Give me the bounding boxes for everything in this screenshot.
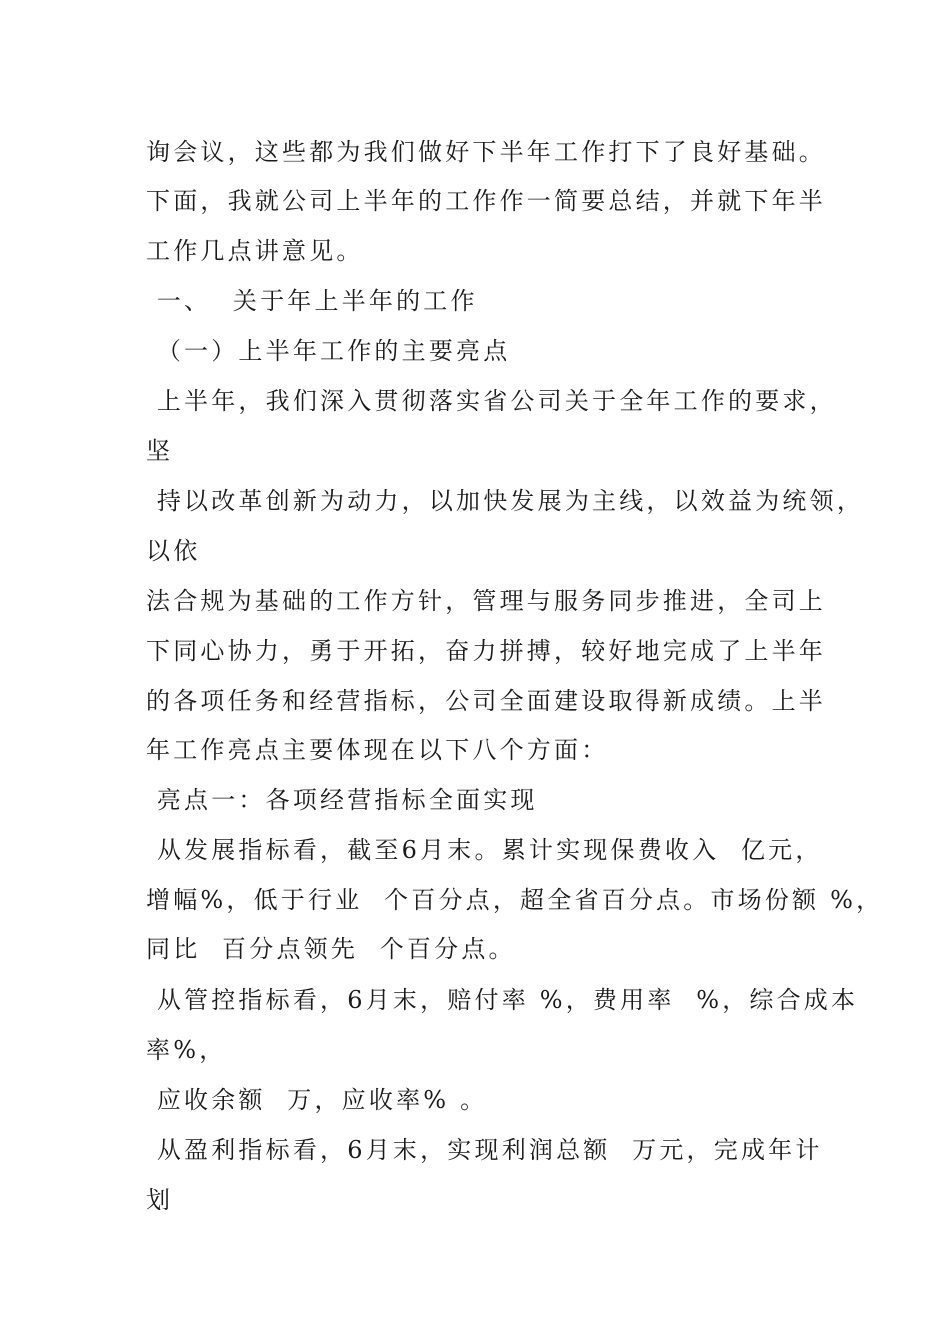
text-line: 下面，我就公司上半年的工作作一简要总结，并就下年半: [146, 187, 826, 215]
section-heading: 一、 关于年上半年的工作: [146, 287, 478, 315]
text-line: 以依: [146, 537, 201, 565]
highlight-heading: 亮点一：各项经营指标全面实现: [146, 786, 538, 814]
text-line: 率%，: [146, 1036, 227, 1064]
text-line: 询会议，这些都为我们做好下半年工作打下了良好基础。: [146, 138, 826, 166]
text-line: 法合规为基础的工作方针，管理与服务同步推进，全司上: [146, 587, 826, 615]
text-line: 同比 百分点领先 个百分点。: [146, 935, 516, 963]
text-line: 下同心协力，勇于开拓，奋力拼搏，较好地完成了上半年: [146, 637, 826, 665]
text-line: 应收余额 万，应收率% 。: [146, 1086, 488, 1114]
text-line: 增幅%，低于行业 个百分点，超全省百分点。市场份额 %，: [146, 886, 884, 914]
text-line: 持以改革创新为动力，以加快发展为主线，以效益为统领，: [146, 487, 865, 515]
text-line: 从发展指标看，截至6月末。累计实现保费收入 亿元，: [146, 836, 823, 864]
text-line: 上半年，我们深入贯彻落实省公司关于全年工作的要求，: [146, 387, 837, 415]
text-line: 从盈利指标看，6月末，实现利润总额 万元，完成年计: [146, 1136, 823, 1164]
subsection-heading: （一）上半年工作的主要亮点: [146, 337, 511, 365]
text-line: 划: [146, 1186, 174, 1214]
text-line: 工作几点讲意见。: [146, 237, 364, 265]
text-line: 年工作亮点主要体现在以下八个方面：: [146, 736, 609, 764]
text-line: 从管控指标看，6月末，赔付率 %，费用率 %，综合成本: [146, 986, 859, 1014]
text-line: 坚: [146, 437, 174, 465]
text-line: 的各项任务和经营指标，公司全面建设取得新成绩。上半: [146, 687, 826, 715]
